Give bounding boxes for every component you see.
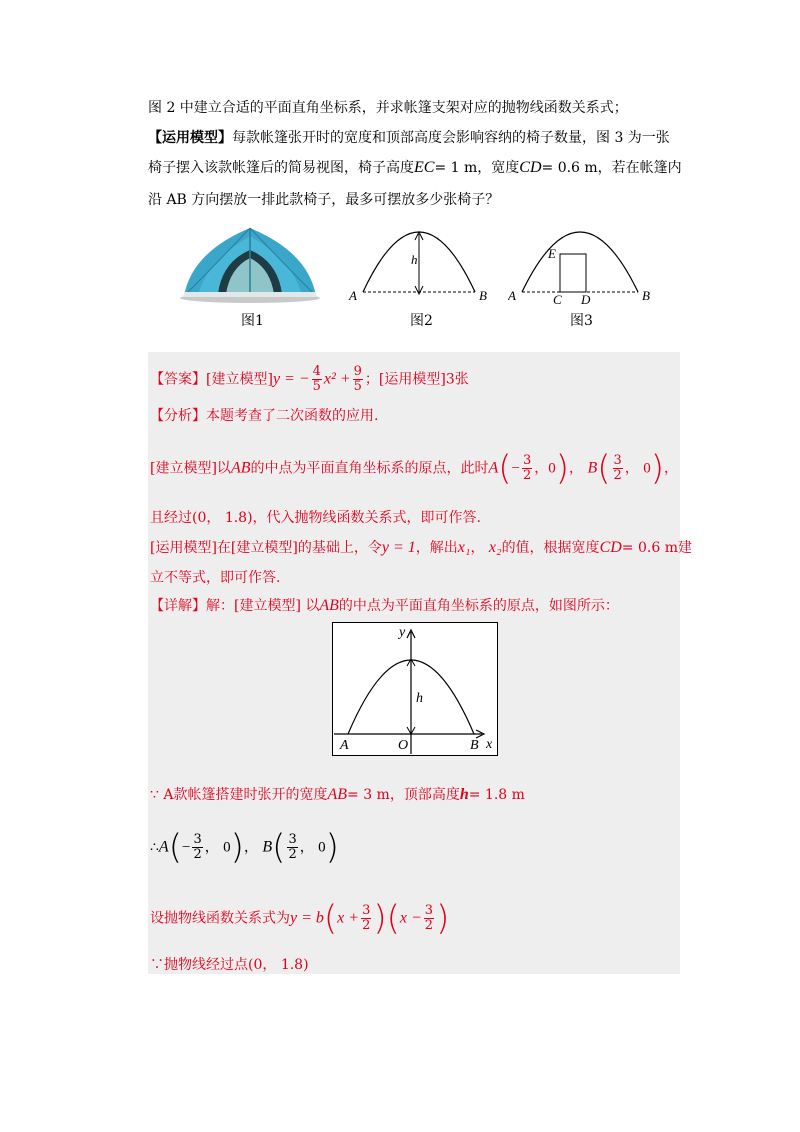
analysis-frac-a (522, 454, 532, 483)
set-x-minus: x − (399, 909, 422, 927)
analysis-frac-b-num: 3 (613, 453, 622, 468)
analysis-line-3: 且经过(0， 1.8)，代入抛物线函数关系式，即可作答. (150, 510, 481, 526)
set-frac-1 (361, 904, 371, 933)
therefore-zero-b: 0 (318, 839, 326, 856)
answer-frac-1-num: 4 (312, 364, 321, 379)
intro-line-3-text: 椅子摆入该款帐篷后的简易视图，椅子高度 (148, 160, 414, 176)
analysis-l4-d: = 0.6 m建 (621, 540, 692, 556)
cd-symbol: CD (519, 159, 542, 176)
set-frac-2-den: 2 (424, 918, 434, 933)
fig3-label-d: D (581, 292, 591, 307)
answer-frac-2-num: 9 (353, 364, 362, 379)
therefore-frac-a-den: 2 (193, 847, 202, 862)
detail-therefore: ∴A(− $\frac{3}{2}$ ， 0)， B( $\frac{3}{2}$ ， 0) (150, 827, 339, 868)
detail-l1-a: 【详解】解：[建立模型] 以 (150, 598, 320, 614)
graph-label-b: B (470, 738, 479, 753)
analysis-l4-x1: x₁ (457, 539, 471, 556)
set-frac-1-den: 2 (362, 918, 371, 933)
detail-because-1 (150, 785, 525, 805)
fig3-label-e: E (548, 246, 556, 261)
set-frac-1-num: 3 (362, 903, 371, 918)
therefore-point-a: A (158, 838, 169, 856)
analysis-ab: AB (230, 459, 251, 477)
intro-line-4: 沿 AB 方向摆放一排此款椅子，最多可摆放多少张椅子？ (148, 192, 500, 208)
coordinate-graph (332, 622, 498, 756)
detail-set-function: 设抛物线函数关系式为y = b(x + $\frac{3}{2}$ )(x − $\frac{3}{2}$ ) (150, 898, 450, 939)
answer-frac-1-den: 5 (312, 379, 321, 394)
therefore-zero-a: 0 (223, 839, 231, 856)
answer-suffix: ；[运用模型]3张 (364, 371, 469, 388)
set-text: 设抛物线函数关系式为 (150, 910, 290, 927)
analysis-l4-b: ，解出 (415, 540, 458, 556)
intro-line-3-mid: = 1 m，宽度 (434, 160, 520, 176)
analysis-l4-c: 的值，根据宽度 (501, 540, 600, 556)
therefore-point-b: B (262, 838, 273, 856)
set-eq: y = b (290, 909, 324, 927)
analysis-point-b: B (587, 459, 598, 477)
therefore-frac-a-num: 3 (193, 832, 202, 847)
intro-line-3 (148, 158, 682, 178)
graph-label-x: x (486, 737, 493, 752)
fig2-caption: 图2 (410, 313, 433, 329)
set-frac-2-num: 3 (424, 903, 434, 918)
because1-a: ∵ A款帐篷搭建时张开的宽度 (150, 787, 328, 803)
fig2-label-b: B (479, 288, 487, 303)
analysis-l4-cd: CD (599, 539, 622, 556)
answer-y-eq: y = − (272, 370, 310, 388)
answer-frac-2-den: 5 (353, 379, 362, 394)
analysis-l4-a: [运用模型]在[建立模型]的基础上，令 (150, 540, 382, 556)
because1-h: h (459, 786, 469, 803)
analysis-zero-b: 0 (643, 460, 651, 477)
fig2-label-a: A (349, 288, 357, 303)
because1-c: = 1.8 m (468, 787, 525, 803)
analysis-line-2: [建立模型]以AB的中点为平面直角坐标系的原点，此时A(− $\frac{3}{2}$ ，0)， B( $\frac{3}{2}$ ， 0)， (150, 448, 679, 489)
fig3-diagram (508, 218, 658, 308)
analysis-zero-a: 0 (548, 460, 556, 477)
graph-label-h: h (416, 691, 423, 706)
analysis-frac-a-num: 3 (523, 453, 532, 468)
answer-frac-2 (353, 365, 363, 394)
fig1-caption: 图1 (241, 313, 264, 329)
set-frac-2 (424, 904, 434, 933)
fig3-label-b: B (642, 288, 650, 303)
analysis-line-5: 立不等式，即可作答. (150, 570, 281, 586)
answer-frac-1 (312, 365, 322, 394)
tent-image (178, 222, 322, 304)
fig3-label-c: C (553, 292, 562, 307)
detail-line-1 (150, 596, 619, 616)
answer-line (150, 365, 469, 394)
answer-x2: x² + (323, 370, 351, 388)
section-label: 【运用模型】 (148, 130, 232, 146)
therefore-frac-b-num: 3 (288, 832, 297, 847)
intro-line-3-end: = 0.6 m，若在帐篷内 (541, 160, 682, 176)
therefore-frac-b-den: 2 (288, 847, 297, 862)
therefore-frac-b (287, 833, 297, 862)
analysis-l2-b: 的中点为平面直角坐标系的原点，此时 (250, 460, 489, 477)
analysis-point-a: A (488, 459, 499, 477)
answer-prefix: 【答案】[建立模型] (150, 371, 273, 388)
because1-b: = 3 m，顶部高度 (347, 787, 460, 803)
intro-line-2-text: 每款帐篷张开时的宽度和顶部高度会影响容纳的椅子数量，图 3 为一张 (232, 130, 670, 146)
detail-because-2: ∵抛物线经过点(0， 1.8) (150, 957, 309, 973)
set-x-plus: x + (337, 909, 360, 927)
analysis-l4-y: y = 1 (381, 539, 416, 556)
graph-label-y: y (399, 625, 406, 640)
graph-label-a: A (340, 738, 349, 753)
fig2-diagram (345, 218, 495, 308)
analysis-line-4: [运用模型]在[建立模型]的基础上，令y = 1，解出x₁， x₂的值，根据宽度CD= 0.6 m建 (150, 539, 692, 556)
analysis-line-1: 【分析】本题考查了二次函数的应用. (150, 408, 379, 424)
fig3-caption: 图3 (570, 313, 593, 329)
fig2-label-h: h (411, 252, 418, 267)
analysis-l4-x2: x₂ (488, 539, 502, 556)
analysis-frac-b (613, 454, 623, 483)
intro-line-2 (148, 128, 670, 148)
graph-label-o: O (398, 738, 409, 753)
analysis-l2-a: [建立模型]以 (150, 460, 231, 477)
intro-line-1: 图 2 中建立合适的平面直角坐标系，并求帐篷支架对应的抛物线函数关系式； (148, 100, 628, 116)
detail-l1-b: 的中点为平面直角坐标系的原点，如图所示： (338, 598, 619, 614)
ec-symbol: EC (414, 159, 435, 176)
detail-l1-ab: AB (319, 597, 339, 614)
analysis-frac-b-den: 2 (613, 468, 622, 483)
analysis-frac-a-den: 2 (523, 468, 532, 483)
because1-ab: AB (327, 786, 348, 803)
fig3-label-a: A (508, 288, 516, 303)
therefore-symbol: ∴ (150, 839, 159, 856)
therefore-frac-a (192, 833, 202, 862)
